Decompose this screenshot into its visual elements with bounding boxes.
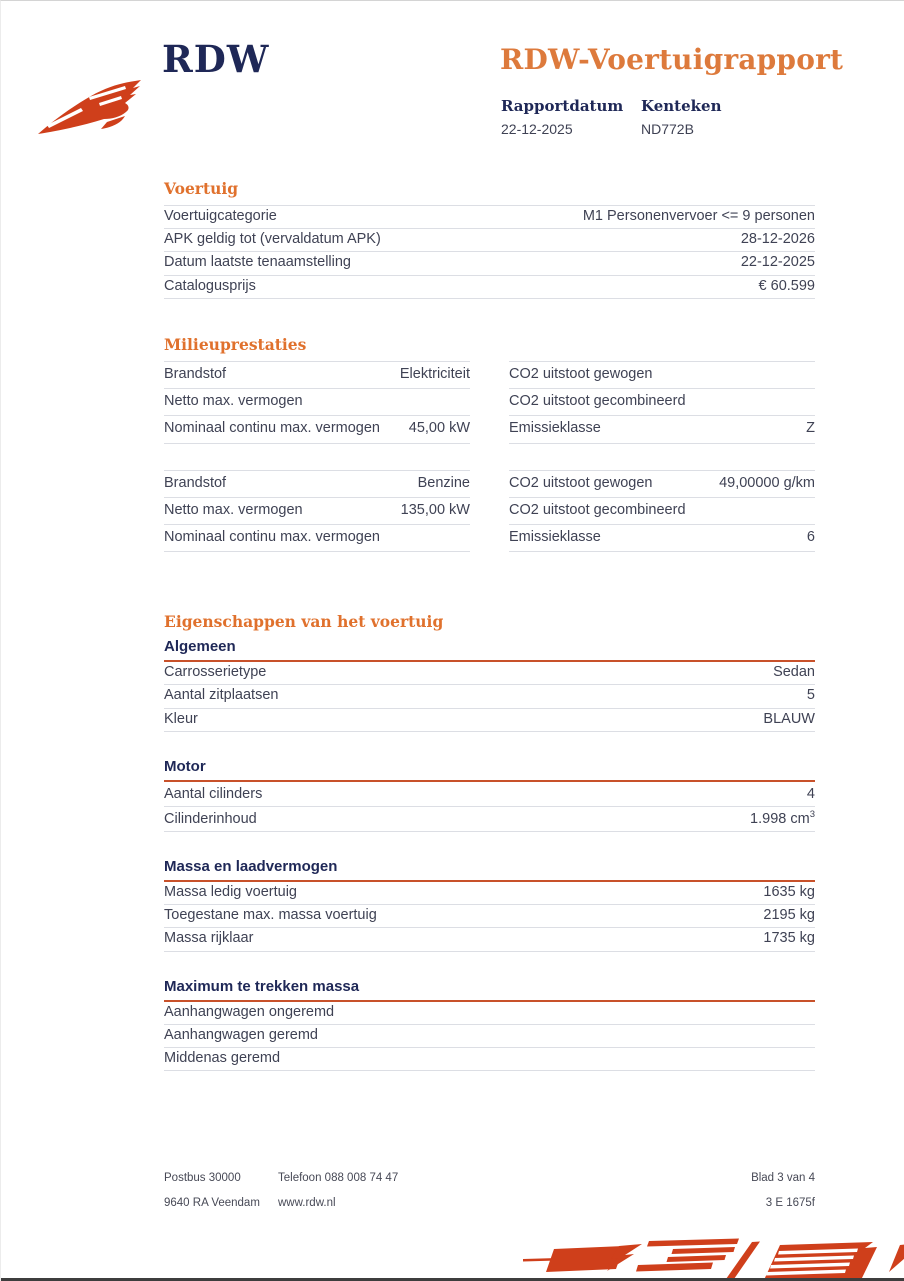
license-plate-label: Kenteken [641,97,722,115]
row-label: CO2 uitstoot gewogen [509,365,653,382]
row-value: 2195 kg [763,907,815,924]
row-label: Aantal zitplaatsen [164,687,279,704]
row-label: Cilinderinhoud [164,810,257,827]
row-value: 1.998 $cm^3$ [750,808,815,827]
footer-phone: Telefoon 088 008 74 47 [278,1172,399,1184]
table-row [164,928,815,951]
row-value: € 60.599 [758,277,815,294]
row-value: BLAUW [763,710,815,727]
row-value: Benzine [417,474,470,491]
milieu-block2-left-table [164,470,470,553]
row-value: 6 [806,528,815,545]
table-row [164,229,815,252]
column-gap [470,361,509,444]
row-label: Toegestane max. massa voertuig [164,907,377,924]
table-row [164,525,470,552]
report-date-label: Rapportdatum [501,97,624,115]
footer-postbus: Postbus 30000 [164,1172,241,1184]
table-row [164,416,470,443]
milieu-block1-left-table [164,361,470,444]
footer-row [164,1172,815,1184]
row-label: CO2 uitstoot gecombineerd [509,501,686,518]
row-label: Datum laatste tenaamstelling [164,254,351,271]
table-row [164,252,815,275]
license-plate-field [641,97,781,137]
row-label: Aanhangwagen geremd [164,1026,318,1043]
table-row [164,905,815,928]
row-label: Brandstof [164,365,227,382]
row-label: Netto max. vermogen [164,501,303,518]
row-label: Nominaal continu max. vermogen [164,528,380,545]
page-footer [164,1172,815,1222]
row-value: Z [806,420,815,437]
rdw-logo-text: RDW [162,37,270,81]
footer-page-number: Blad 3 van 4 [751,1172,815,1184]
milieu-block2-right-table [509,470,815,553]
row-label: CO2 uitstoot gewogen [509,474,653,491]
table-row [164,389,470,416]
report-date-value: 22-12-2025 [501,121,573,137]
row-value-superscript: 3 [809,808,815,820]
table-row [164,685,815,708]
table-row [164,470,470,498]
license-plate-value: ND772B [641,121,694,137]
column-gap [470,470,509,553]
table-row [509,389,815,416]
table-row [164,1002,815,1025]
row-value: 22-12-2025 [740,254,815,271]
row-label: Massa rijklaar [164,930,254,947]
row-label: Netto max. vermogen [164,393,303,410]
report-date-field [501,97,641,137]
row-label: Nominaal continu max. vermogen [164,420,380,437]
table-row [164,1025,815,1048]
subheading-algemeen: Algemeen [164,638,815,662]
massa-table [164,882,815,952]
subheading-trekken: Maximum te trekken massa [164,978,815,1002]
table-row [509,525,815,552]
row-label: Voertuigcategorie [164,208,277,224]
table-row [164,782,815,807]
milieu-block-1 [164,361,815,444]
voertuig-table [164,205,815,299]
table-row [164,662,815,685]
row-label: Massa ledig voertuig [164,883,297,900]
trekken-table [164,1002,815,1072]
table-row [509,470,815,498]
row-value: 1735 kg [763,930,815,947]
milieu-section [164,335,815,552]
table-row [509,416,815,443]
rdw-logo-feather-icon [37,79,153,141]
report-meta [501,97,781,137]
table-row [164,276,815,299]
row-value: 49,00000 g/km [719,474,815,491]
table-row [509,498,815,525]
row-label: Middenas geremd [164,1050,281,1067]
row-value: 1635 kg [763,883,815,900]
row-label: Brandstof [164,474,227,491]
footer-stripes-graphic [521,1238,904,1280]
table-row [164,709,815,732]
table-row [164,361,470,389]
row-label: CO2 uitstoot gecombineerd [509,393,686,410]
row-label: Aanhangwagen ongeremd [164,1003,335,1020]
row-value: 4 [806,785,815,802]
table-row [164,882,815,905]
algemeen-table [164,662,815,732]
row-value: 45,00 kW [408,420,470,437]
page-title: RDW-Voertuigrapport [500,43,844,76]
row-value: 28-12-2026 [740,231,815,248]
row-label: Aantal cilinders [164,785,263,802]
table-row [509,361,815,389]
row-label: APK geldig tot (vervaldatum APK) [164,231,381,248]
table-row [164,1048,815,1071]
footer-website: www.rdw.nl [278,1197,336,1209]
row-label: Catalogusprijs [164,277,256,294]
milieu-block1-right-table [509,361,815,444]
row-label: Carrosserietype [164,664,267,681]
row-label: Emissieklasse [509,420,601,437]
table-row [164,498,470,525]
motor-table [164,782,815,832]
row-value: M1 Personenvervoer <= 9 personen [582,208,815,224]
row-value: 5 [806,687,815,704]
section-heading-milieuprestaties: Milieuprestaties [164,334,307,354]
eigenschappen-section [164,612,815,1071]
footer-row [164,1197,815,1209]
table-row [164,205,815,229]
row-value: 135,00 kW [400,501,470,518]
section-heading-voertuig: Voertuig [164,179,239,198]
footer-form-code: 3 E 1675f [765,1197,815,1209]
subheading-motor: Motor [164,758,815,782]
footer-city: 9640 RA Veendam [164,1197,260,1209]
row-label: Kleur [164,710,198,727]
subheading-massa: Massa en laadvermogen [164,858,815,882]
section-heading-eigenschappen: Eigenschappen van het voertuig [164,612,444,632]
report-body [164,179,815,1071]
row-value: Elektriciteit [399,365,470,382]
row-value: Sedan [773,664,815,681]
table-row [164,807,815,832]
row-label: Emissieklasse [509,528,601,545]
milieu-block-2 [164,470,815,553]
